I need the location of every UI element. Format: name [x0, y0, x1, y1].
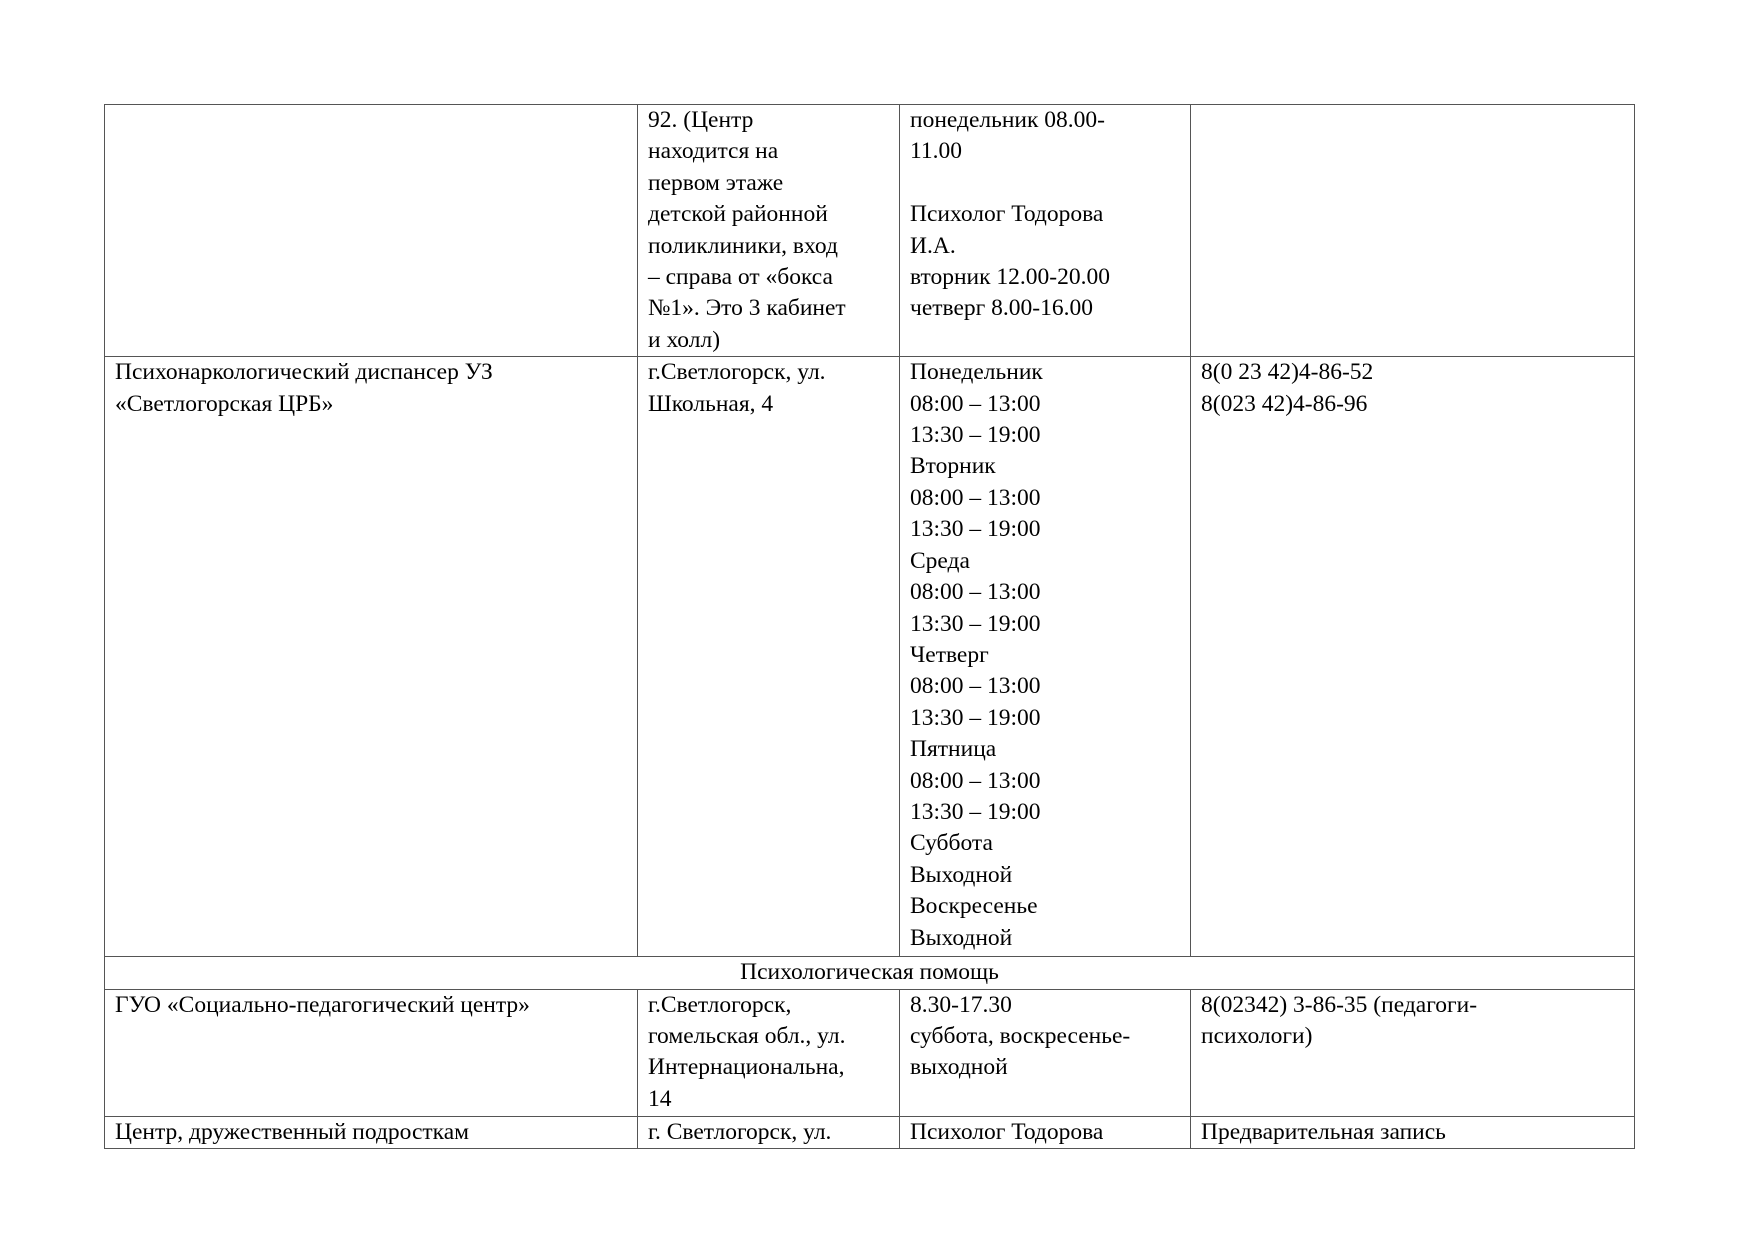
schedule-line: 13:30 – 19:00: [910, 422, 1041, 449]
schedule-line: Суббота: [910, 830, 993, 857]
phone-cell: [1191, 989, 1635, 1116]
schedule-line: понедельник 08.00-: [910, 107, 1105, 133]
address-line: и холл): [648, 326, 721, 353]
schedule-cell: [900, 1116, 1191, 1148]
address-line: – справа от «бокса: [648, 264, 833, 291]
org-cell: [105, 105, 638, 357]
org-name-line: Центр, дружественный подросткам: [115, 1118, 470, 1145]
table-row: [105, 989, 1635, 1116]
phone-cell: [1191, 357, 1635, 957]
org-cell: [105, 989, 638, 1116]
schedule-line: Понедельник: [910, 359, 1043, 386]
schedule-line: 08:00 – 13:00: [910, 484, 1041, 511]
address-line: первом этаже: [648, 169, 784, 196]
address-line: Интернациональна,: [648, 1054, 845, 1081]
schedule-line: 13:30 – 19:00: [910, 798, 1041, 825]
schedule-line: 13:30 – 19:00: [910, 516, 1041, 543]
schedule-line: Воскресенье: [910, 893, 1038, 920]
address-line: г. Светлогорск, ул.: [648, 1118, 832, 1145]
section-heading-text: Психологическая помощь: [740, 959, 999, 986]
schedule-line: 13:30 – 19:00: [910, 704, 1041, 731]
table-row: [105, 105, 1635, 357]
schedule-line: Среда: [910, 547, 970, 574]
schedule-line: 11.00: [910, 138, 963, 165]
schedule-line: Четверг: [910, 641, 989, 668]
schedule-line: Психолог Тодорова: [910, 201, 1104, 228]
schedule-line: Пятница: [910, 736, 997, 763]
address-line: №1». Это 3 кабинет: [648, 295, 846, 322]
address-line: г.Светлогорск,: [648, 991, 792, 1018]
schedule-line: 8.30-17.30: [910, 991, 1012, 1018]
phone-line: 8(023 42)4-86-96: [1201, 390, 1368, 417]
section-heading-row: [105, 957, 1635, 989]
address-line: находится на: [648, 138, 779, 165]
org-name-line: ГУО «Социально-педагогический центр»: [115, 991, 530, 1018]
schedule-line: Психолог Тодорова: [910, 1118, 1104, 1145]
org-cell: [105, 357, 638, 957]
schedule-line: И.А.: [910, 232, 956, 259]
address-cell: [638, 105, 900, 357]
schedule-line: 08:00 – 13:00: [910, 767, 1041, 794]
org-name-line: Психонаркологический диспансер УЗ: [115, 359, 493, 386]
address-cell: [638, 1116, 900, 1148]
org-cell: [105, 1116, 638, 1148]
org-name-line: «Светлогорская ЦРБ»: [115, 390, 334, 417]
phone-line: психологи): [1201, 1023, 1313, 1050]
schedule-line: выходной: [910, 1054, 1008, 1081]
address-line: г.Светлогорск, ул.: [648, 359, 826, 386]
table-row: [105, 357, 1635, 957]
address-line: поликлиники, вход: [648, 232, 838, 259]
address-line: 92. (Центр: [648, 107, 754, 133]
phone-line: Предварительная запись: [1201, 1118, 1446, 1145]
table-row: [105, 1116, 1635, 1148]
schedule-line: Выходной: [910, 861, 1013, 888]
schedule-line: 13:30 – 19:00: [910, 610, 1041, 637]
address-line: гомельская обл., ул.: [648, 1023, 846, 1050]
phone-line: 8(02342) 3-86-35 (педагоги-: [1201, 991, 1478, 1018]
blank-line: [910, 168, 1180, 199]
schedule-line: 08:00 – 13:00: [910, 579, 1041, 606]
phone-line: 8(0 23 42)4-86-52: [1201, 359, 1374, 386]
schedule-line: 08:00 – 13:00: [910, 390, 1041, 417]
schedule-line: суббота, воскресенье-: [910, 1023, 1131, 1050]
address-line: 14: [648, 1085, 672, 1112]
schedule-cell: [900, 989, 1191, 1116]
schedule-cell: [900, 357, 1191, 957]
phone-cell: [1191, 1116, 1635, 1148]
address-line: детской районной: [648, 201, 828, 228]
schedule-line: четверг 8.00-16.00: [910, 295, 1093, 322]
contacts-table: [104, 104, 1635, 1149]
schedule-line: Вторник: [910, 453, 996, 480]
schedule-cell: [900, 105, 1191, 357]
address-cell: [638, 357, 900, 957]
schedule-line: Выходной: [910, 924, 1013, 951]
address-line: Школьная, 4: [648, 390, 774, 417]
schedule-line: вторник 12.00-20.00: [910, 264, 1110, 291]
schedule-line: 08:00 – 13:00: [910, 673, 1041, 700]
section-heading: [105, 957, 1635, 989]
phone-cell: [1191, 105, 1635, 357]
address-cell: [638, 989, 900, 1116]
